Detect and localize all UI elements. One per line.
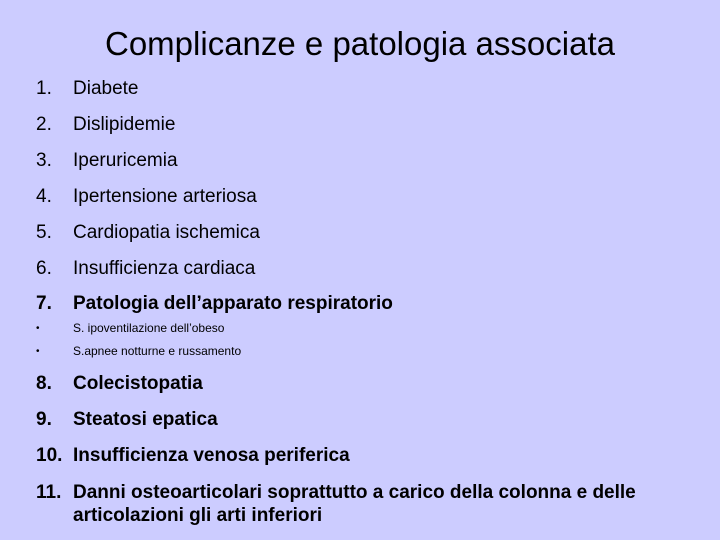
list-item-number: 2. — [36, 114, 52, 135]
sub-item-text: S.apnee notturne e russamento — [73, 344, 242, 358]
list-item-danni-osteoarticolari — [36, 481, 686, 527]
list-item-colecistopatia — [36, 372, 686, 395]
list-item-number: 3. — [36, 150, 52, 171]
list-item-text: Colecistopatia — [73, 373, 203, 394]
list-item-number: 1. — [36, 78, 52, 99]
list-item-number: 6. — [36, 258, 52, 279]
list-item-text: Cardiopatia ischemica — [73, 222, 260, 243]
list-item-patologia-respiratorio — [36, 292, 686, 315]
list-item-steatosi — [36, 408, 686, 431]
bullet-icon: • — [36, 323, 40, 334]
list-item-number: 9. — [36, 409, 52, 430]
list-item-number: 10. — [36, 445, 63, 466]
slide-title: Complicanze e patologia associata — [105, 25, 615, 62]
list-item-text: Insufficienza venosa periferica — [73, 445, 350, 466]
list-item-number: 8. — [36, 373, 52, 394]
list-item-text: Iperuricemia — [73, 150, 178, 171]
list-item-text: Danni osteoarticolari soprattutto a carico della colonna e delle articolazioni gli arti inferiori — [73, 482, 636, 526]
list-item-cardiopatia — [36, 221, 686, 244]
list-item-dislipidemie — [36, 113, 686, 136]
list-item-text: Patologia dell’apparato respiratorio — [73, 293, 393, 314]
list-item-number: 7. — [36, 293, 52, 314]
sub-item-text: S. ipoventilazione dell’obeso — [73, 321, 225, 335]
list-item-number: 5. — [36, 222, 52, 243]
list-item-iperuricemia — [36, 149, 686, 172]
list-item-text: Steatosi epatica — [73, 409, 218, 430]
list-item-text: Ipertensione arteriosa — [73, 186, 257, 207]
list-item-number: 4. — [36, 186, 52, 207]
list-item-text: Dislipidemie — [73, 114, 176, 135]
sub-item-apnee — [36, 344, 676, 359]
list-item-insufficienza-venosa — [36, 444, 686, 467]
sub-item-ipoventilazione — [36, 321, 676, 336]
list-item-diabete — [36, 77, 686, 100]
list-item-number: 11. — [36, 482, 62, 503]
list-item-insufficienza-cardiaca — [36, 257, 686, 280]
bullet-icon: • — [36, 346, 40, 357]
list-item-ipertensione — [36, 185, 686, 208]
list-item-text: Insufficienza cardiaca — [73, 258, 256, 279]
list-item-text: Diabete — [73, 78, 139, 99]
